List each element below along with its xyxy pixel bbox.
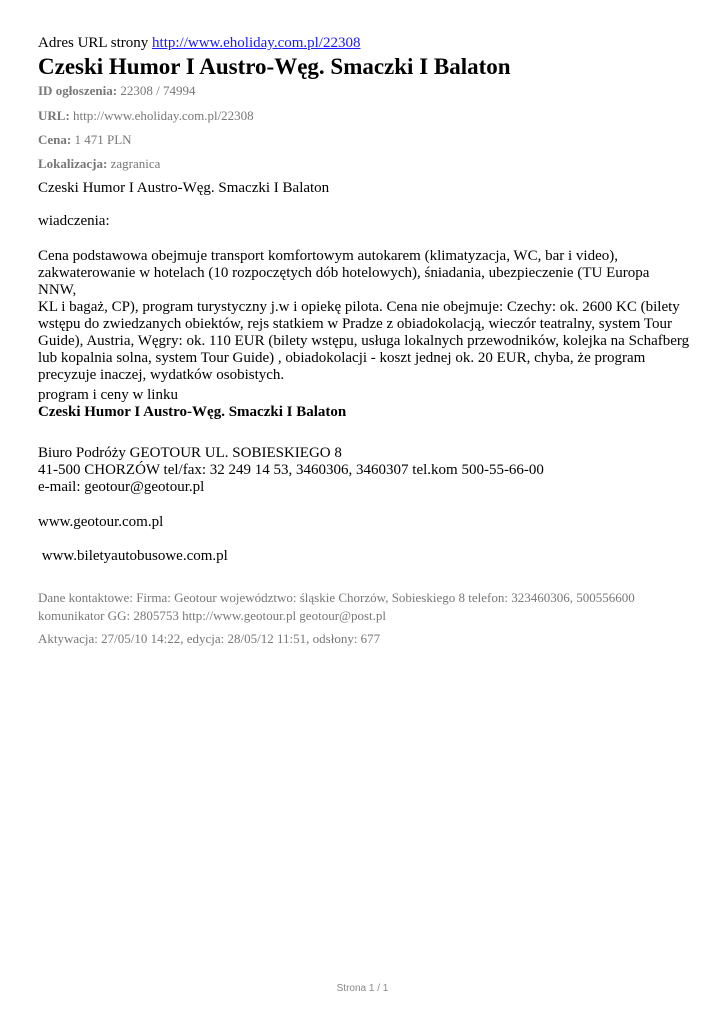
url-label: URL: [38,108,70,123]
page-title: Czeski Humor I Austro-Węg. Smaczki I Balaton [38,54,511,79]
office-line: 41-500 CHORZÓW tel/fax: 32 249 14 53, 3460306, 3460307 tel.kom 500-55-66-00 [38,462,544,478]
description-paragraph [38,248,690,384]
page-number: Strona 1 / 1 [336,983,389,994]
program-title: Czeski Humor I Austro-Węg. Smaczki I Balaton [38,404,347,420]
description-line: lub kopalnia solna, system Tour Guide) , obiadokolacji - koszt jednej ok. 20 EUR, chyba, że program [38,350,646,366]
meta-url [38,108,254,124]
source-url-link[interactable]: http://www.eholiday.com.pl/22308 [152,35,361,51]
price-label: Cena: [38,132,72,147]
services-heading: wiadczenia: [38,213,110,229]
description-line: Guide), Austria, Węgry: ok. 110 EUR (bilety wstępu, usługa lokalnych przewodników, kolejka na Schafberg [38,333,690,349]
office-line: Biuro Podróży GEOTOUR UL. SOBIESKIEGO 8 [38,445,342,461]
website-geotour: www.geotour.com.pl [38,514,164,530]
description-line: precyzuje inaczej, wydatków osobistych. [38,367,285,383]
location-label: Lokalizacja: [38,156,108,171]
location-value: zagranica [107,156,161,171]
contact-line: komunikator GG: 2805753 http://www.geotour.pl geotour@post.pl [38,608,387,623]
url-prefix: Adres URL strony [38,35,153,51]
contact-details [38,589,688,625]
office-contact-block [38,445,690,496]
meta-location [38,156,160,172]
source-url-line [38,34,360,52]
meta-price [38,132,132,148]
content-subtitle: Czeski Humor I Austro-Węg. Smaczki I Balaton [38,180,330,196]
description-line: Cena podstawowa obejmuje transport komfortowym autokarem (klimatyzacja, WC, bar i video), [38,248,618,264]
price-value: 1 471 PLN [71,132,132,147]
contact-line: Dane kontaktowe: Firma: Geotour województwo: śląskie Chorzów, Sobieskiego 8 telefon: 323460306, 500556600 [38,590,635,605]
activation-info: Aktywacja: 27/05/10 14:22, edycja: 28/05/12 11:51, odsłony: 677 [38,631,381,646]
description-line: KL i bagaż, CP), program turystyczny j.w i opiekę pilota. Cena nie obejmuje: Czechy: ok. 2600 KC (bilety [38,299,680,315]
id-label: ID ogłoszenia: [38,83,118,98]
description-line: zakwaterowanie w hotelach (10 rozpoczętych dób hotelowych), śniadania, ubezpieczenie (TU Europa NNW, [38,265,650,298]
description-line: wstępu do zwiedzanych obiektów, rejs statkiem w Pradze z obiadokolacją, wieczór teatralny, system Tour [38,316,673,332]
id-value: 22308 / 74994 [117,83,196,98]
meta-id [38,83,195,99]
program-link-text: program i ceny w linku [38,387,178,403]
url-value: http://www.eholiday.com.pl/22308 [69,108,254,123]
website-bilety: www.biletyautobusowe.com.pl [38,548,228,564]
office-line: e-mail: geotour@geotour.pl [38,479,205,495]
